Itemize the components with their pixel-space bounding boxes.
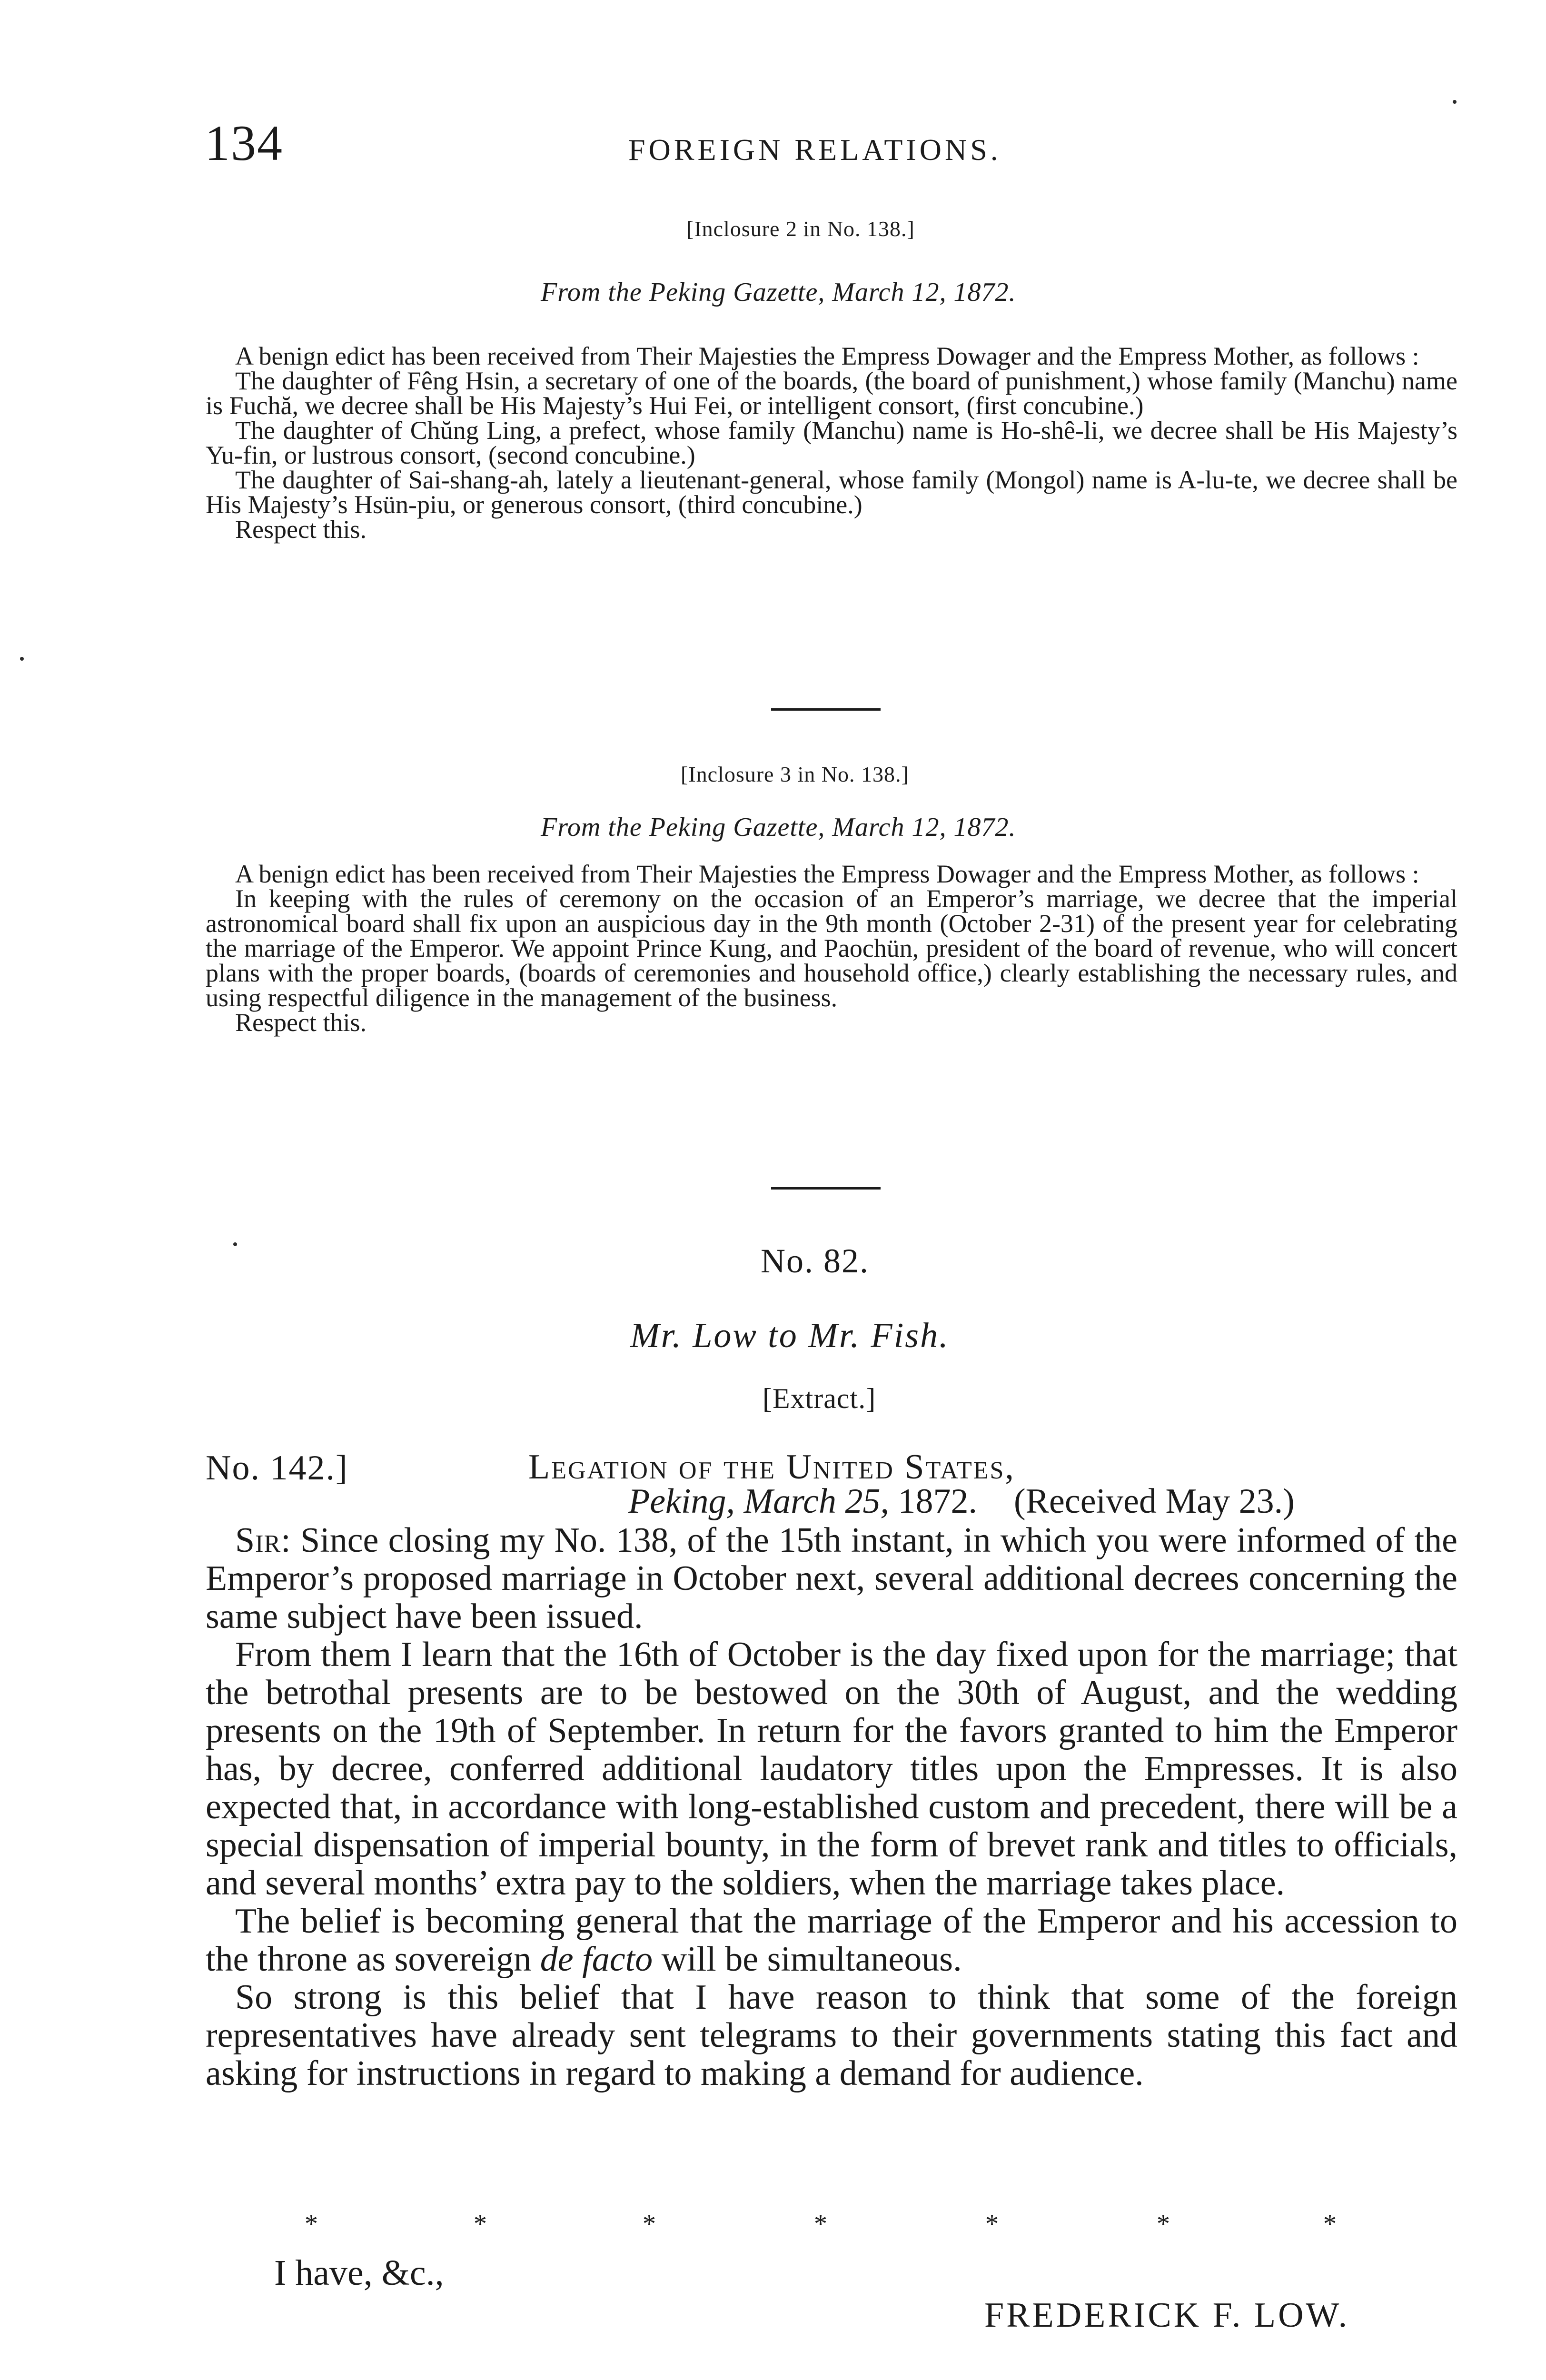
inclosure-2-closing: Respect this. <box>235 515 367 544</box>
section-divider <box>771 1187 881 1190</box>
received-date: (Received May 23.) <box>1014 1482 1295 1521</box>
legation-heading: Legation of the United States, <box>528 1448 1015 1487</box>
scan-speck <box>233 1242 237 1246</box>
inclosure-3-closing: Respect this. <box>235 1008 367 1037</box>
signature: FREDERICK F. LOW. <box>984 2296 1350 2335</box>
asterisk: * <box>1323 2209 1337 2239</box>
paragraph-text: will be simultaneous. <box>661 1940 962 1979</box>
closing-line: I have, &c., <box>274 2253 444 2293</box>
italic-term: de facto <box>540 1940 653 1979</box>
dispatch-paragraph <box>206 1902 1457 1978</box>
ellipsis-asterisks <box>305 2209 1371 2242</box>
inclosure-2-source: From the Peking Gazette, March 12, 1872. <box>541 278 1016 307</box>
paragraph-text: The belief is becoming general that the marriage of the Emperor and his accession to the throne as sovereign <box>206 1902 1457 1979</box>
inclosure-2-paragraph: The daughter of Fêng Hsin, a secretary of one of the boards, (the board of punishment,) whose family (Manchu) name is Fuchă, we decree shall be His Majesty’s Hui Fei, or intelligent consort, (first concubine.) <box>206 367 1457 420</box>
inclosure-3-paragraph: A benign edict has been received from Their Majesties the Empress Dowager and the Empress Mother, as follows : <box>235 860 1419 888</box>
scan-speck <box>20 657 24 661</box>
dispatch-paragraph <box>206 1521 1457 1636</box>
scan-speck <box>1453 100 1457 104</box>
document-title: Mr. Low to Mr. Fish. <box>630 1316 950 1355</box>
running-title: FOREIGN RELATIONS. <box>628 133 1001 167</box>
asterisk: * <box>474 2209 487 2239</box>
dispatch-body <box>206 1521 1457 2092</box>
dispatch-number: No. 142.] <box>206 1448 348 1488</box>
dispatch-paragraph: From them I learn that the 16th of October is the day fixed upon for the marriage; that the betrothal presents are to be bestowed on the 30th of August, and the wedding presents on the 19th of September. In return for the favors granted to him the Emperor has, by decree, conferred additional laudatory titles upon the Empresses. It is also expected that, in accordance with long-established custom and precedent, there will be a special dispensation of imperial bounty, in the form of brevet rank and titles to officials, and several months’ extra pay to the soldiers, when the marriage takes place. <box>206 1635 1457 1903</box>
asterisk: * <box>1157 2209 1170 2239</box>
page-header <box>0 114 1546 181</box>
dispatch-paragraph: So strong is this belief that I have reason to think that some of the foreign representatives have already sent telegrams to their governments stating this fact and asking for instructions in regard to making a demand for audience. <box>206 1978 1457 2093</box>
paragraph-text: : Since closing my No. 138, of the 15th instant, in which you were informed of the Emperor’s proposed marriage in October next, several additional decrees concerning the same subject have been issued. <box>206 1521 1457 1636</box>
section-divider <box>771 708 881 711</box>
inclosure-3-paragraph: In keeping with the rules of ceremony on the occasion of an Emperor’s marriage, we decree that the imperial astronomical board shall fix upon an auspicious day in the 9th month (October 2-31) of the present year for celebrating the marriage of the Emperor. We appoint Prince Kung, and Paochün, president of the board of revenue, who will concert plans with the proper boards, (boards of ceremonies and household office,) clearly establishing the necessary rules, and using respectful diligence in the management of the business. <box>206 884 1457 1012</box>
document-number: No. 82. <box>761 1242 869 1280</box>
page-number: 134 <box>205 115 283 171</box>
asterisk: * <box>643 2209 656 2239</box>
extract-label: [Extract.] <box>763 1383 876 1414</box>
asterisk: * <box>814 2209 827 2239</box>
inclosure-2-paragraph: The daughter of Chŭng Ling, a prefect, whose family (Manchu) name is Ho-shê-li, we decree shall be His Majesty’s Yu-fin, or lustrous consort, (second concubine.) <box>206 416 1457 469</box>
inclosure-2-paragraph: The daughter of Sai-shang-ah, lately a lieutenant-general, whose family (Mongol) name is A-lu-te, we decree shall be His Majesty’s Hsün-piu, or generous consort, (third concubine.) <box>206 466 1457 519</box>
inclosure-2-body <box>206 344 1457 542</box>
asterisk: * <box>305 2209 318 2239</box>
dateline <box>628 1481 1295 1522</box>
inclosure-2-heading: [Inclosure 2 in No. 138.] <box>686 217 915 241</box>
dateline-place: Peking, March 25, <box>628 1482 889 1521</box>
asterisk: * <box>985 2209 999 2239</box>
dateline-year: 1872. <box>898 1482 977 1521</box>
inclosure-3-body <box>206 862 1457 1035</box>
salutation: Sir <box>235 1521 281 1560</box>
inclosure-3-source: From the Peking Gazette, March 12, 1872. <box>541 813 1016 842</box>
inclosure-3-heading: [Inclosure 3 in No. 138.] <box>681 762 909 786</box>
inclosure-2-paragraph: A benign edict has been received from Their Majesties the Empress Dowager and the Empress Mother, as follows : <box>235 342 1419 370</box>
